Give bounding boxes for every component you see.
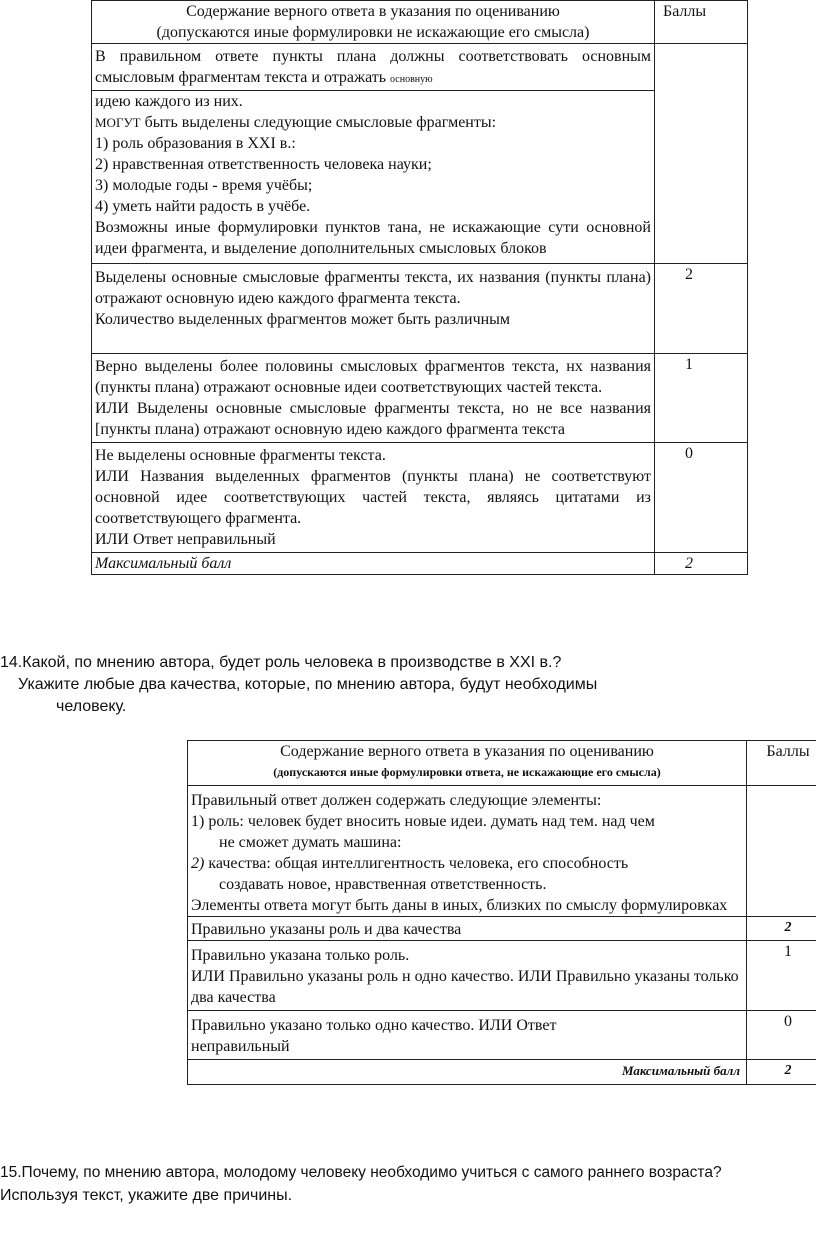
criteria-cell (188, 786, 747, 917)
table-header-row (188, 741, 816, 786)
header-content-cell (188, 741, 747, 786)
score-value: 1 (784, 943, 792, 960)
note-paragraph: Элементы ответа могут быть даны в иных, близких по смыслу формулировках (191, 897, 728, 914)
list-item: 1) роль образования в XXI в.: (95, 135, 296, 152)
header-subtitle: (допускаются иные формулировки не искажающие его смысла) (156, 24, 590, 41)
header-score-cell (655, 1, 748, 44)
score-cell (747, 786, 816, 917)
list-item-continuation: не сможет думать машина: (219, 834, 402, 851)
list-item: 2) нравственная ответственность человека науки; (95, 156, 432, 173)
table-row (92, 443, 748, 553)
question-15-line2: Используя текст, укажите две причины. (0, 1187, 293, 1204)
fragments-heading: МОГУТ быть выделены следующие смысловые фрагменты: (95, 114, 497, 131)
intro-continuation: идею каждого из них. (95, 93, 243, 110)
header-content-cell (92, 1, 655, 44)
table-row (92, 264, 748, 354)
question-14-line1: 14.Какой, по мнению автора, будет роль человека в производстве в XXI в.? (0, 654, 562, 671)
max-score-value: 2 (685, 555, 693, 572)
table-row (188, 917, 816, 941)
score-value: 2 (784, 920, 792, 935)
table-row (188, 1011, 816, 1060)
header-title: Содержание верного ответа в указания по оцениванию (280, 743, 654, 760)
table-header-row (92, 1, 748, 44)
header-subtitle: (допускаются иные формулировки ответа, не искажающие его смысла) (273, 765, 661, 779)
score-cell (655, 443, 748, 553)
max-score-row (188, 1060, 816, 1085)
table-row (92, 44, 748, 264)
header-title: Содержание верного ответа в указания по оцениванию (186, 3, 560, 20)
note-paragraph: Возможны иные формулировки пунктов тана, не искажающие сути основной идеи фрагмента, и выделение дополнительных смысловых блоков (95, 219, 651, 257)
question-14-line2: Укажите любые два качества, которые, по мнению автора, будут необходимы (18, 676, 598, 693)
list-item: 2) качества: общая интеллигентность человека, его способность (191, 855, 629, 872)
criteria-cell: Правильно указана только роль. ИЛИ Правильно указаны роль н одно качество. ИЛИ Правильно указаны только два качества (188, 941, 747, 1011)
score-cell (655, 354, 748, 443)
list-item: 4) уметь найти радость в учёбе. (95, 198, 311, 215)
list-item-continuation: создавать новое, нравственная ответственность. (219, 876, 547, 893)
max-score-value: 2 (784, 1063, 792, 1078)
criteria-cell: Правильно указаны роль и два качества (188, 917, 747, 941)
header-score-label: Баллы (766, 743, 810, 760)
max-score-value-cell (747, 1060, 816, 1085)
criteria-cell: Не выделены основные фрагменты текста. ИЛИ Названия выделенных фрагментов (пункты плана) не соответствуют основной идее соответствующих частей текста, являясь цитатами из соответствующего фрагмента. ИЛИ Ответ неправильный (92, 443, 655, 553)
table-row (188, 786, 816, 917)
header-score-cell (747, 741, 816, 786)
intro-paragraph: Правильный ответ должен содержать следующие элементы: (191, 792, 602, 809)
score-cell (747, 941, 816, 1011)
scoring-table-2 (187, 740, 816, 1085)
criteria-cell: Правильно указано только одно качество. ИЛИ Ответ неправильный (188, 1011, 747, 1060)
score-value: 2 (685, 266, 693, 283)
max-score-label-cell (92, 553, 655, 575)
criteria-cell: Выделены основные смысловые фрагменты текста, их названия (пункты плана) отражают основную идею каждого фрагмента текста. Количество выделенных фрагментов может быть различным (92, 264, 655, 354)
criteria-cell: Верно выделены более половины смысловых фрагментов текста, нх названия (пункты плана) отражают основные идеи соответствующих частей текста. ИЛИ Выделены основные смысловые фрагменты текста, но не все названия [пункты плана) отражают основную идею каждого фрагмента текста (92, 354, 655, 443)
score-cell (655, 44, 748, 264)
intro-paragraph: В правильном ответе пункты плана должны соответствовать основным смысловым фрагментам текста и отражать основную (92, 46, 654, 91)
score-cell (747, 917, 816, 941)
score-value: 0 (784, 1013, 792, 1030)
score-cell (747, 1011, 816, 1060)
max-score-label-cell (188, 1060, 747, 1085)
question-14-line3: человеку. (56, 698, 127, 715)
question-15-line1: 15.Почему, по мнению автора, молодому человеку необходимо учиться с самого раннего возраста? (0, 1164, 722, 1181)
max-score-label: Максимальный балл (621, 1063, 740, 1078)
max-score-row (92, 553, 748, 575)
score-cell (655, 264, 748, 354)
max-score-value-cell (655, 553, 748, 575)
score-value: 1 (685, 356, 693, 373)
table-row (188, 941, 816, 1011)
table-row (92, 354, 748, 443)
score-value: 0 (685, 445, 693, 462)
max-score-label: Максимальный балл (95, 555, 232, 572)
list-item: 1) роль: человек будет вносить новые идеи. думать над тем. над чем (191, 813, 655, 830)
scoring-table-1 (91, 0, 748, 575)
list-item: 3) молодые годы - время учёбы; (95, 177, 313, 194)
header-score-label: Баллы (663, 3, 707, 20)
criteria-cell (92, 44, 655, 264)
